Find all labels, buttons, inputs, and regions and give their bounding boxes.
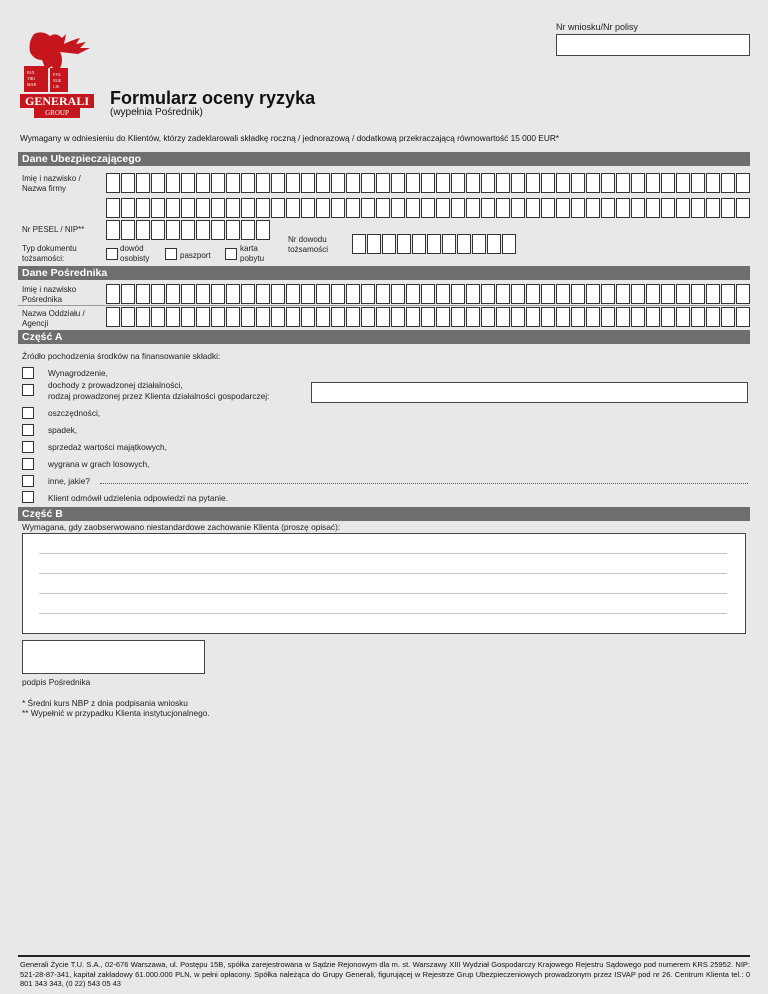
char-cell[interactable] [496, 198, 510, 218]
char-cell[interactable] [676, 307, 690, 327]
char-cell[interactable] [691, 198, 705, 218]
char-cell[interactable] [151, 198, 165, 218]
char-cell[interactable] [571, 173, 585, 193]
char-cell[interactable] [586, 198, 600, 218]
char-cell[interactable] [706, 198, 720, 218]
char-cell[interactable] [481, 198, 495, 218]
signature-box[interactable] [22, 640, 205, 674]
logo-group: GROUP [45, 109, 69, 117]
char-cell[interactable] [406, 173, 420, 193]
char-cell[interactable] [691, 173, 705, 193]
char-cell[interactable] [106, 173, 120, 193]
char-cell[interactable] [586, 173, 600, 193]
char-cell[interactable] [226, 173, 240, 193]
unusual-behavior-textarea[interactable] [22, 533, 746, 634]
char-cell[interactable] [286, 198, 300, 218]
char-cell[interactable] [496, 284, 510, 304]
char-cell[interactable] [487, 234, 501, 254]
char-cell[interactable] [211, 307, 225, 327]
char-cell[interactable] [511, 198, 525, 218]
intro-text: Wymagany w odniesieniu do Klientów, którzy zadeklarowali składkę roczną / jednorazową / dodatkową przekraczającą równowartość 15 000 EUR* [20, 133, 560, 143]
char-cell[interactable] [346, 198, 360, 218]
char-cell[interactable] [271, 307, 285, 327]
char-cell[interactable] [106, 307, 120, 327]
option-other-input[interactable] [100, 483, 748, 484]
divider [18, 305, 750, 306]
section-agent-title: Dane Pośrednika [18, 266, 750, 280]
char-cell[interactable] [676, 284, 690, 304]
char-cell[interactable] [226, 307, 240, 327]
option-refused-checkbox[interactable] [22, 491, 34, 503]
char-cell[interactable] [211, 198, 225, 218]
char-cell[interactable] [421, 307, 435, 327]
char-cell[interactable] [691, 307, 705, 327]
char-cell[interactable] [721, 307, 735, 327]
char-cell[interactable] [466, 307, 480, 327]
char-cell[interactable] [541, 198, 555, 218]
char-cell[interactable] [481, 284, 495, 304]
char-cell[interactable] [361, 173, 375, 193]
char-cell[interactable] [661, 198, 675, 218]
char-cell[interactable] [181, 307, 195, 327]
char-cell[interactable] [166, 173, 180, 193]
id-number-input[interactable] [352, 234, 517, 254]
char-cell[interactable] [736, 307, 750, 327]
doc-residence-card-label: karta pobytu [240, 244, 265, 263]
char-cell[interactable] [301, 198, 315, 218]
char-cell[interactable] [286, 307, 300, 327]
char-cell[interactable] [121, 284, 135, 304]
char-cell[interactable] [121, 173, 135, 193]
char-cell[interactable] [451, 284, 465, 304]
char-cell[interactable] [196, 173, 210, 193]
policy-number-input[interactable] [556, 34, 750, 56]
char-cell[interactable] [211, 220, 225, 240]
agent-name-input[interactable] [106, 284, 751, 304]
char-cell[interactable] [226, 220, 240, 240]
footer-divider [18, 955, 750, 957]
char-cell[interactable] [367, 234, 381, 254]
char-cell[interactable] [511, 173, 525, 193]
option-gambling-label: wygrana w grach losowych, [48, 459, 150, 469]
char-cell[interactable] [376, 198, 390, 218]
pesel-input[interactable] [106, 220, 271, 240]
char-cell[interactable] [151, 284, 165, 304]
option-savings-checkbox[interactable] [22, 407, 34, 419]
option-business-checkbox[interactable] [22, 384, 34, 396]
char-cell[interactable] [226, 284, 240, 304]
char-cell[interactable] [526, 284, 540, 304]
char-cell[interactable] [616, 307, 630, 327]
char-cell[interactable] [151, 220, 165, 240]
char-cell[interactable] [631, 284, 645, 304]
generali-logo [20, 30, 98, 120]
char-cell[interactable] [496, 173, 510, 193]
char-cell[interactable] [646, 307, 660, 327]
policy-number-label: Nr wniosku/Nr polisy [556, 22, 639, 32]
char-cell[interactable] [391, 284, 405, 304]
char-cell[interactable] [661, 307, 675, 327]
char-cell[interactable] [136, 198, 150, 218]
char-cell[interactable] [511, 307, 525, 327]
char-cell[interactable] [376, 173, 390, 193]
char-cell[interactable] [721, 173, 735, 193]
char-cell[interactable] [736, 173, 750, 193]
char-cell[interactable] [241, 307, 255, 327]
char-cell[interactable] [196, 284, 210, 304]
char-cell[interactable] [631, 198, 645, 218]
char-cell[interactable] [466, 198, 480, 218]
option-other-checkbox[interactable] [22, 475, 34, 487]
char-cell[interactable] [406, 284, 420, 304]
char-cell[interactable] [391, 173, 405, 193]
char-cell[interactable] [136, 173, 150, 193]
svg-text:NGE: NGE [53, 78, 62, 83]
char-cell[interactable] [331, 307, 345, 327]
char-cell[interactable] [736, 284, 750, 304]
char-cell[interactable] [421, 173, 435, 193]
char-cell[interactable] [412, 234, 426, 254]
char-cell[interactable] [346, 307, 360, 327]
char-cell[interactable] [406, 307, 420, 327]
char-cell[interactable] [481, 173, 495, 193]
char-cell[interactable] [706, 284, 720, 304]
char-cell[interactable] [421, 284, 435, 304]
svg-text:MAR: MAR [27, 82, 37, 87]
part-b-description: Wymagana, gdy zaobserwowano niestandardowe zachowanie Klienta (proszę opisać): [22, 522, 341, 532]
option-other-label: inne, jakie? [48, 476, 90, 486]
pesel-label: Nr PESEL / NIP** [22, 225, 85, 234]
char-cell[interactable] [616, 198, 630, 218]
char-cell[interactable] [601, 173, 615, 193]
char-cell[interactable] [526, 198, 540, 218]
char-cell[interactable] [571, 307, 585, 327]
char-cell[interactable] [541, 173, 555, 193]
char-cell[interactable] [571, 284, 585, 304]
char-cell[interactable] [196, 220, 210, 240]
char-cell[interactable] [211, 284, 225, 304]
char-cell[interactable] [151, 307, 165, 327]
agent-branch-label: Nazwa Oddziału / Agencji [22, 309, 85, 328]
char-cell[interactable] [457, 234, 471, 254]
footnote-nbp: * Średni kurs NBP z dnia podpisania wniosku [22, 698, 188, 708]
char-cell[interactable] [256, 220, 270, 240]
svg-text:EVA: EVA [53, 72, 61, 77]
char-cell[interactable] [331, 284, 345, 304]
char-cell[interactable] [241, 173, 255, 193]
char-cell[interactable] [616, 284, 630, 304]
char-cell[interactable] [601, 284, 615, 304]
option-salary-label: Wynagrodzenie, [48, 368, 108, 378]
form-subtitle: (wypełnia Pośrednik) [110, 107, 203, 118]
char-cell[interactable] [571, 198, 585, 218]
char-cell[interactable] [106, 284, 120, 304]
char-cell[interactable] [136, 220, 150, 240]
form-title: Formularz oceny ryzyka [110, 88, 316, 108]
char-cell[interactable] [121, 198, 135, 218]
char-cell[interactable] [541, 284, 555, 304]
char-cell[interactable] [352, 234, 366, 254]
char-cell[interactable] [196, 198, 210, 218]
doc-id-card-checkbox[interactable] [106, 248, 118, 260]
char-cell[interactable] [181, 220, 195, 240]
char-cell[interactable] [241, 284, 255, 304]
char-cell[interactable] [346, 284, 360, 304]
option-salary-checkbox[interactable] [22, 367, 34, 379]
char-cell[interactable] [646, 284, 660, 304]
char-cell[interactable] [376, 307, 390, 327]
char-cell[interactable] [466, 173, 480, 193]
char-cell[interactable] [586, 284, 600, 304]
char-cell[interactable] [211, 173, 225, 193]
char-cell[interactable] [706, 307, 720, 327]
option-asset-sale-checkbox[interactable] [22, 441, 34, 453]
char-cell[interactable] [151, 173, 165, 193]
char-cell[interactable] [301, 284, 315, 304]
char-cell[interactable] [256, 198, 270, 218]
char-cell[interactable] [241, 198, 255, 218]
option-savings-label: oszczędności, [48, 408, 101, 418]
char-cell[interactable] [706, 173, 720, 193]
char-cell[interactable] [391, 307, 405, 327]
char-cell[interactable] [256, 284, 270, 304]
char-cell[interactable] [526, 307, 540, 327]
writing-line [39, 553, 727, 554]
footer-legal-text: Generali Życie T.U. S.A., 02-676 Warszawa, ul. Postępu 15B, spółka zarejestrowana w Sądzie Rejonowym dla m. st. Warszawy XIII Wydział Gospodarczy Krajowego Rejestru Sądowego pod numerem KRS 25952. NIP: 521-28-87-341, kapitał zakładowy 61.000.000 PLN, w pełni opłacony. Spółka należąca do Grupy Generali, figurującej w Rejestrze Grup Ubezpieczeniowych prowadzonym przez ISVAP pod nr 26. Centrum Klienta tel.: 0 801 343 343, (0 22) 543 05 43 [20, 960, 750, 988]
char-cell[interactable] [331, 173, 345, 193]
char-cell[interactable] [301, 307, 315, 327]
char-cell[interactable] [271, 198, 285, 218]
doc-passport-label: paszport [180, 251, 211, 260]
option-inheritance-checkbox[interactable] [22, 424, 34, 436]
char-cell[interactable] [286, 173, 300, 193]
svg-text:PAX: PAX [27, 70, 35, 75]
char-cell[interactable] [271, 173, 285, 193]
char-cell[interactable] [646, 198, 660, 218]
option-business-label: dochody z prowadzonej działalności, [48, 380, 183, 390]
char-cell[interactable] [736, 198, 750, 218]
char-cell[interactable] [331, 198, 345, 218]
char-cell[interactable] [256, 307, 270, 327]
signature-label: podpis Pośrednika [22, 677, 91, 687]
char-cell[interactable] [436, 307, 450, 327]
svg-text:TIBI: TIBI [27, 76, 35, 81]
char-cell[interactable] [541, 307, 555, 327]
char-cell[interactable] [451, 307, 465, 327]
option-refused-label: Klient odmówił udzielenia odpowiedzi na pytanie. [48, 493, 228, 503]
char-cell[interactable] [646, 173, 660, 193]
section-insured-title: Dane Ubezpieczającego [18, 152, 750, 166]
char-cell[interactable] [676, 198, 690, 218]
agent-name-label: Imię i nazwisko Pośrednika [22, 285, 77, 304]
char-cell[interactable] [721, 198, 735, 218]
char-cell[interactable] [481, 307, 495, 327]
writing-line [39, 613, 727, 614]
section-part-b-title: Część B [18, 507, 750, 521]
char-cell[interactable] [166, 284, 180, 304]
char-cell[interactable] [676, 173, 690, 193]
char-cell[interactable] [421, 198, 435, 218]
char-cell[interactable] [502, 234, 516, 254]
writing-line [39, 573, 727, 574]
char-cell[interactable] [181, 198, 195, 218]
char-cell[interactable] [121, 307, 135, 327]
char-cell[interactable] [451, 198, 465, 218]
writing-line [39, 593, 727, 594]
char-cell[interactable] [361, 198, 375, 218]
char-cell[interactable] [271, 284, 285, 304]
char-cell[interactable] [721, 284, 735, 304]
char-cell[interactable] [361, 307, 375, 327]
char-cell[interactable] [661, 173, 675, 193]
option-gambling-checkbox[interactable] [22, 458, 34, 470]
char-cell[interactable] [121, 220, 135, 240]
char-cell[interactable] [286, 284, 300, 304]
char-cell[interactable] [631, 173, 645, 193]
business-type-input[interactable] [311, 382, 748, 403]
char-cell[interactable] [556, 173, 570, 193]
logo-wordmark: GENERALI [24, 94, 89, 108]
char-cell[interactable] [346, 173, 360, 193]
option-inheritance-label: spadek, [48, 425, 78, 435]
doc-type-label: Typ dokumentu tożsamości: [22, 244, 77, 263]
agent-branch-input[interactable] [106, 307, 751, 327]
char-cell[interactable] [316, 307, 330, 327]
char-cell[interactable] [376, 284, 390, 304]
char-cell[interactable] [361, 284, 375, 304]
char-cell[interactable] [466, 284, 480, 304]
char-cell[interactable] [166, 307, 180, 327]
char-cell[interactable] [661, 284, 675, 304]
char-cell[interactable] [442, 234, 456, 254]
char-cell[interactable] [136, 307, 150, 327]
char-cell[interactable] [472, 234, 486, 254]
char-cell[interactable] [511, 284, 525, 304]
char-cell[interactable] [601, 307, 615, 327]
svg-text:LIS: LIS [53, 84, 59, 89]
char-cell[interactable] [436, 173, 450, 193]
char-cell[interactable] [556, 307, 570, 327]
char-cell[interactable] [196, 307, 210, 327]
char-cell[interactable] [106, 220, 120, 240]
insured-name-row1[interactable] [106, 173, 751, 193]
char-cell[interactable] [601, 198, 615, 218]
option-business-detail-label: rodzaj prowadzonej przez Klienta działalności gospodarczej: [48, 391, 270, 401]
char-cell[interactable] [397, 234, 411, 254]
char-cell[interactable] [496, 307, 510, 327]
char-cell[interactable] [451, 173, 465, 193]
option-asset-sale-label: sprzedaż wartości majątkowych, [48, 442, 167, 452]
doc-passport-checkbox[interactable] [165, 248, 177, 260]
char-cell[interactable] [427, 234, 441, 254]
char-cell[interactable] [226, 198, 240, 218]
char-cell[interactable] [316, 173, 330, 193]
char-cell[interactable] [256, 173, 270, 193]
footnote-institutional: ** Wypełnić w przypadku Klienta instytucjonalnego. [22, 708, 210, 718]
char-cell[interactable] [616, 173, 630, 193]
doc-residence-card-checkbox[interactable] [225, 248, 237, 260]
insured-name-row2[interactable] [106, 198, 751, 218]
char-cell[interactable] [436, 284, 450, 304]
char-cell[interactable] [316, 198, 330, 218]
char-cell[interactable] [316, 284, 330, 304]
char-cell[interactable] [181, 284, 195, 304]
char-cell[interactable] [406, 198, 420, 218]
char-cell[interactable] [136, 284, 150, 304]
char-cell[interactable] [586, 307, 600, 327]
char-cell[interactable] [301, 173, 315, 193]
doc-id-card-label: dowód osobisty [120, 244, 150, 263]
char-cell[interactable] [166, 220, 180, 240]
char-cell[interactable] [382, 234, 396, 254]
char-cell[interactable] [556, 284, 570, 304]
insured-name-label: Imię i nazwisko / Nazwa firmy [22, 174, 81, 193]
char-cell[interactable] [526, 173, 540, 193]
char-cell[interactable] [241, 220, 255, 240]
char-cell[interactable] [436, 198, 450, 218]
char-cell[interactable] [556, 198, 570, 218]
char-cell[interactable] [691, 284, 705, 304]
char-cell[interactable] [166, 198, 180, 218]
funds-source-question: Źródło pochodzenia środków na finansowanie składki: [22, 351, 221, 361]
section-part-a-title: Część A [18, 330, 750, 344]
char-cell[interactable] [391, 198, 405, 218]
id-number-label: Nr dowodu tożsamości [288, 235, 329, 254]
char-cell[interactable] [181, 173, 195, 193]
char-cell[interactable] [631, 307, 645, 327]
char-cell[interactable] [106, 198, 120, 218]
